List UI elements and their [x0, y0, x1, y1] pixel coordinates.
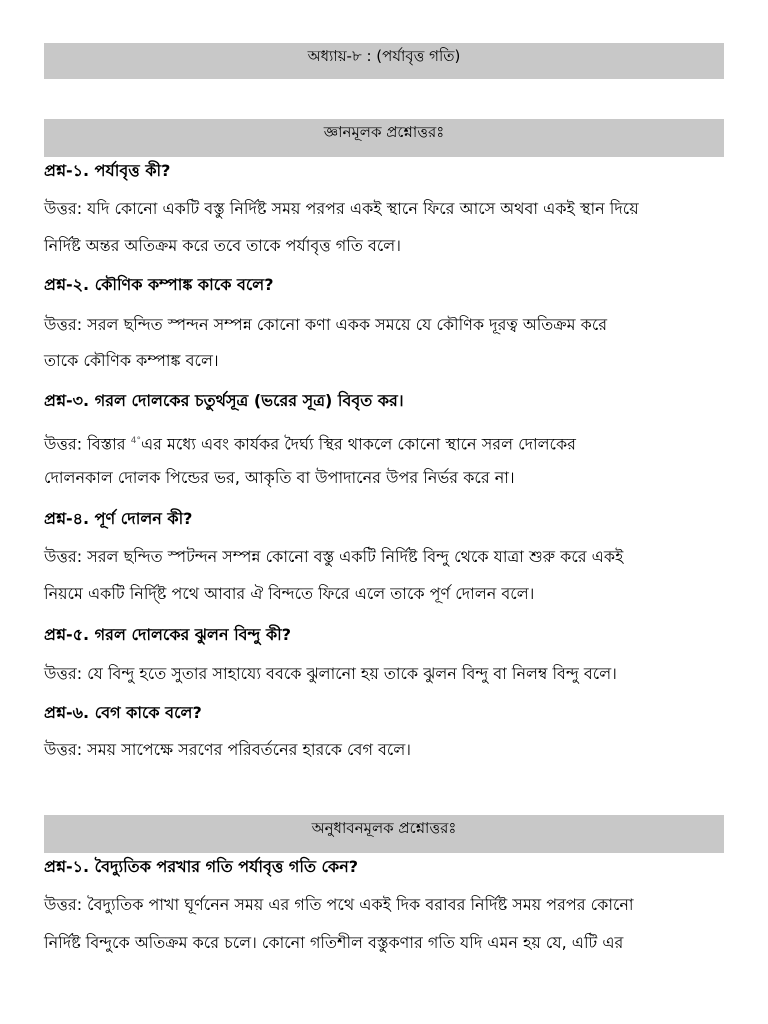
knowledge-answer-1-line-1: উত্তর: যদি কোনো একটি বস্তু নির্দিষ্ট সময় পরপর একই স্থানে ফিরে আসে অথবা একই স্থান দিয়ে [44, 199, 639, 218]
knowledge-question-2: প্রশ্ন-২. কৌণিক কম্পাঙ্ক কাকে বলে? [44, 275, 274, 294]
knowledge-answer-4-line-1: উত্তর: সরল ছন্দিত স্পটন্দন সম্পন্ন কোনো বস্তু একটি নির্দিষ্ট বিন্দু থেকে যাত্রা শুরু করে একই [44, 547, 624, 566]
knowledge-question-5: প্রশ্ন-৫. গরল দোলকের ঝুলন বিন্দু কী? [44, 625, 292, 644]
knowledge-heading: জ্ঞানমূলক প্রশ্নোত্তরঃ [323, 123, 445, 141]
knowledge-answer-3-line-2: দোলনকাল দোলক পিন্ডের ভর, আকৃতি বা উপাদানের উপর নির্ভর করে না। [44, 468, 515, 487]
chapter-title: অধ্যায়-৮ : (পর্যাবৃত্ত গতি) [307, 47, 461, 65]
comprehension-answer-1-line-2: নির্দিষ্ট বিন্দুকে অতিক্রম করে চলে। কোনো গতিশীল বস্তুকণার গতি যদি এমন হয় যে, এটি এর [44, 933, 624, 952]
comprehension-heading-bar [44, 815, 724, 853]
knowledge-question-4: প্রশ্ন-৪. পূর্ণ দোলন কী? [44, 509, 193, 528]
knowledge-heading-bar [44, 119, 724, 157]
answer-3-prefix: উত্তর: বিস্তার [44, 434, 126, 454]
answer-3-rest: এর মধ্যে এবং কার্যকর দৈর্ঘ্য স্থির থাকলে কোনো স্থানে সরল দোলকের [140, 434, 576, 454]
comprehension-answer-1-line-1: উত্তর: বৈদ্যুতিক পাখা ঘূর্ণনেন সময় এর গতি পথে একই দিক বরাবর নির্দিষ্ট সময় পরপর কোনো [44, 895, 634, 914]
knowledge-answer-2-line-2: তাকে কৌণিক কম্পাঙ্ক বলে। [44, 351, 219, 370]
knowledge-answer-1-line-2: নির্দিষ্ট অন্তর অতিক্রম করে তবে তাকে পর্যাবৃত্ত গতি বলে। [44, 236, 401, 255]
knowledge-question-1: প্রশ্ন-১. পর্যাবৃত্ত কী? [44, 161, 171, 180]
comprehension-question-1: প্রশ্ন-১. বৈদ্যুতিক পরখার গতি পর্যাবৃত্ত গতি কেন? [44, 857, 359, 876]
chapter-title-bar [44, 43, 724, 79]
amplitude-value: 4° [130, 436, 141, 446]
knowledge-answer-2-line-1: উত্তর: সরল ছন্দিত স্পন্দন সম্পন্ন কোনো কণা একক সময়ে যে কৌণিক দূরত্ব অতিক্রম করে [44, 315, 608, 334]
knowledge-question-3: প্রশ্ন-৩. গরল দোলকের চতুর্থসূত্র (ভরের সূত্র) বিবৃত কর। [44, 391, 404, 410]
knowledge-answer-3-line-1 [44, 430, 744, 455]
knowledge-answer-4-line-2: নিয়মে একটি নির্দি্ষ্ট পথে আবার ঐ বিন্দতে ফিরে এলে তাকে পূর্ণ দোলন বলে। [44, 584, 535, 603]
knowledge-question-6: প্রশ্ন-৬. বেগ কাকে বলে? [44, 703, 202, 722]
comprehension-heading: অনুধাবনমূলক প্রশ্নোত্তরঃ [311, 819, 457, 837]
knowledge-answer-6-line-1: উত্তর: সময় সাপেক্ষে সরণের পরিবর্তনের হারকে বেগ বলে। [44, 740, 412, 759]
knowledge-answer-5-line-1: উত্তর: যে বিন্দু হতে সুতার সাহায্যে ববকে ঝুলানো হয় তাকে ঝুলন বিন্দু বা নিলম্ব বিন্দু বলে। [44, 664, 617, 683]
